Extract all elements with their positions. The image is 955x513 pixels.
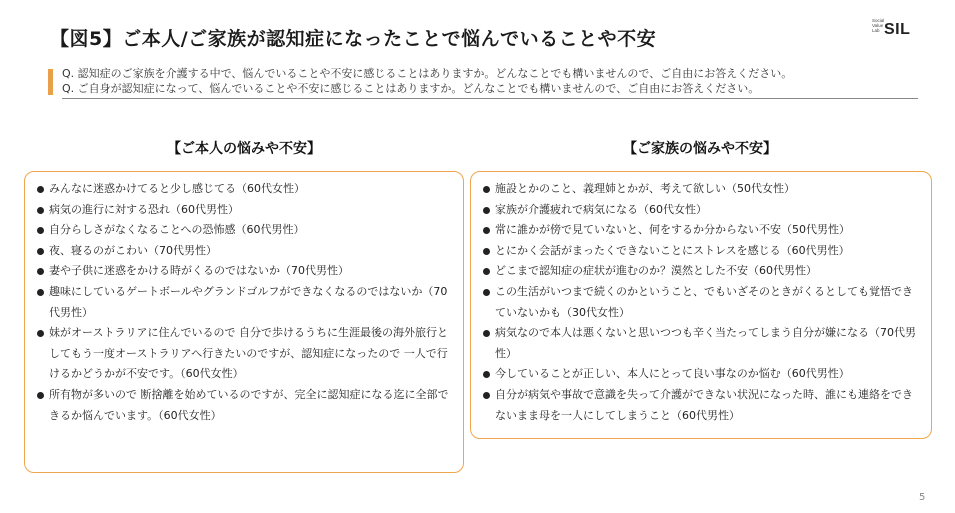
list-item [483,282,921,323]
logo-small-text: Social Value Lab [872,18,885,33]
list-item [483,261,921,282]
list-item-text: 施設とかのこと、義理姉とかが、考えて欲しい（50代女性） [495,182,795,195]
list-item [483,241,921,262]
list-item [37,220,453,241]
bullet-icon [37,268,44,275]
list-item-text: 病気なので本人は悪くないと思いつつも辛く当たってしまう自分が嫌になる（70代男性） [495,326,916,360]
list-item-text: 所有物が多いので 断捨離を始めているのですが、完全に認知症になる迄に全部できるか悩んでいます。（60代女性） [49,387,449,422]
list-item-text: 病気の進行に対する恐れ（60代男性） [49,202,239,216]
family-concerns-panel [470,171,932,439]
list-item-text: 夜、寝るのがこわい（70代男性） [49,243,217,257]
question-block [48,66,918,100]
question-underline [62,98,918,99]
bullet-icon [37,330,44,337]
patient-concerns-list [37,179,453,426]
list-item-text: 妹がオーストラリアに住んでいるので 自分で歩けるうちに生涯最後の海外旅行としてもう一度オーストラリアへ行きたいのですが、認知症になったので 一人で行けるかどうかが不安です。（60代女性） [49,326,448,381]
list-item-text: 常に誰かが傍で見ていないと、何をするか分からない不安（50代男性） [495,223,850,237]
left-heading: 【ご本人の悩みや不安】 [167,141,321,157]
bullet-icon [483,330,490,337]
list-item [483,179,921,200]
bullet-icon [37,392,44,399]
list-item-text: みんなに迷惑かけてると少し感じてる（60代女性） [49,182,305,195]
list-item [37,241,453,262]
list-item [483,220,921,241]
bullet-icon [483,207,490,214]
list-item-text: とにかく会話がまったくできないことにストレスを感じる（60代男性） [495,243,850,257]
list-item-text: 趣味にしているゲートボールやグランドゴルフができなくなるのではないか（70代男性） [49,284,448,319]
right-heading: 【ご家族の悩みや不安】 [623,141,777,157]
bullet-icon [483,248,490,255]
list-item [37,261,453,282]
list-item-text: 自分が病気や事故で意識を失って介護ができない状況になった時、誰にも連絡をできないまま母を一人にしてしまうこと（60代男性） [495,387,913,422]
bullet-icon [483,392,490,399]
question-accent-bar [48,69,53,95]
list-item [37,200,453,221]
list-item [483,200,921,221]
question-lines [62,66,922,96]
logo-main-text: SIL [884,21,911,38]
list-item [483,323,921,364]
question-family: Q. 認知症のご家族を介護する中で、悩んでいることや不安に感じることはありますか。どんなことでも構いませんので、ご自由にお答えください。 [62,67,793,80]
sil-logo [872,18,916,44]
bullet-icon [37,186,44,193]
page-title: 【図5】ご本人/ご家族が認知症になったことで悩んでいることや不安 [50,28,657,50]
list-item [37,282,453,323]
list-item [37,385,453,426]
list-item-text: 家族が介護疲れで病気になる（60代女性） [495,202,707,216]
list-item-text: この生活がいつまで続くのかということ、でもいざそのときがくるとしても覚悟できていないかも（30代女性） [495,284,913,319]
bullet-icon [483,289,490,296]
list-item-text: 今していることが正しい、本人にとって良い事なのか悩む（60代男性） [495,367,850,381]
bullet-icon [483,268,490,275]
list-item [483,385,921,426]
list-item [483,364,921,385]
bullet-icon [483,371,490,378]
patient-concerns-panel [24,171,464,473]
family-concerns-list [483,179,921,426]
bullet-icon [37,227,44,234]
list-item-text: 妻や子供に迷惑をかける時がくるのではないか（70代男性） [49,264,349,278]
bullet-icon [37,248,44,255]
list-item-text: 自分らしさがなくなることへの恐怖感（60代男性） [49,223,305,237]
list-item [37,179,453,200]
list-item-text: どこまで認知症の症状が進むのか？漠然とした不安（60代男性） [495,264,817,278]
page-number: 5 [919,492,926,503]
bullet-icon [483,186,490,193]
list-item [37,323,453,385]
bullet-icon [37,289,44,296]
bullet-icon [483,227,490,234]
question-self: Q. ご自身が認知症になって、悩んでいることや不安に感じることはありますか。どんなことでも構いませんので、ご自由にお答えください。 [62,82,760,95]
bullet-icon [37,207,44,214]
